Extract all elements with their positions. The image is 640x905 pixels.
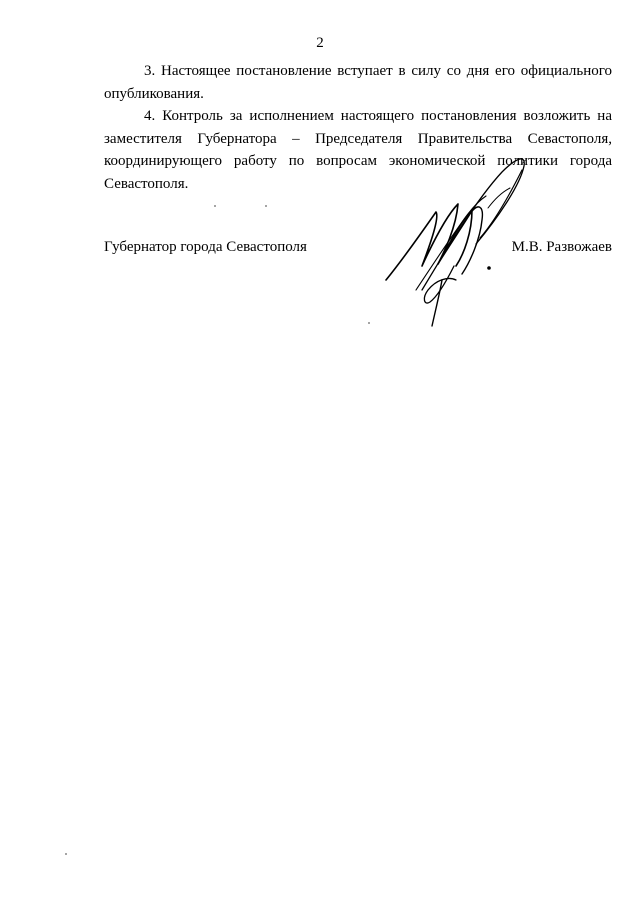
signatory-name: М.В. Развожаев	[511, 239, 612, 255]
scan-speck	[65, 853, 67, 855]
handwritten-signature	[376, 140, 536, 332]
scan-speck	[265, 205, 267, 207]
scan-speck	[214, 205, 216, 207]
signatory-title: Губернатор города Севастополя	[104, 239, 307, 255]
scan-speck	[368, 322, 370, 324]
paragraph-3: 3. Настоящее постановление вступает в силу со дня его официального опубликования.	[104, 63, 612, 102]
page-number: 2	[316, 35, 324, 51]
paragraph-4: 4. Контроль за исполнением настоящего постановления возложить на заместителя Губернатора – Председателя Правительства Севастополя, координирующего работу по вопросам экономической политики города Севастополя.	[104, 108, 612, 192]
